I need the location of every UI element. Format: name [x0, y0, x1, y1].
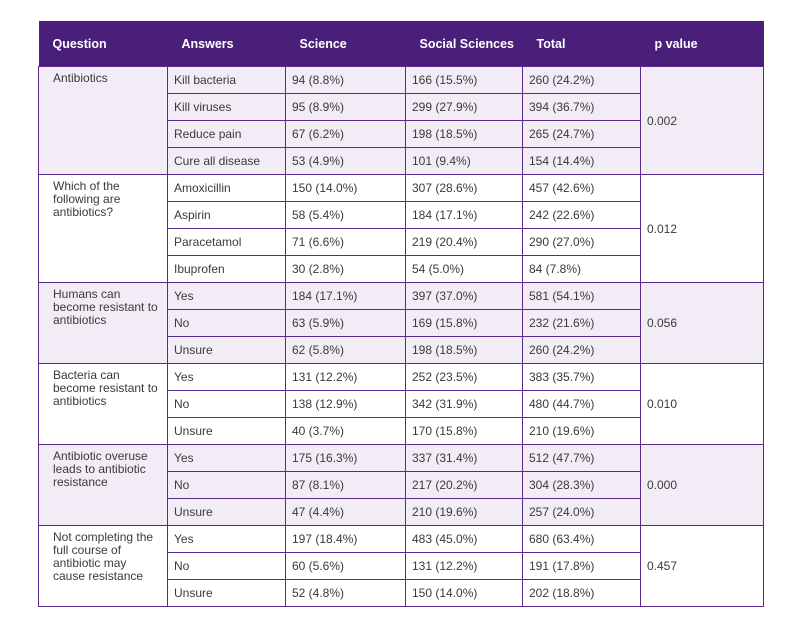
total-cell: 265 (24.7%) [523, 121, 641, 148]
science-cell: 131 (12.2%) [286, 364, 406, 391]
social-sciences-cell: 150 (14.0%) [406, 580, 523, 607]
answer-cell: Cure all disease [168, 148, 286, 175]
social-sciences-cell: 342 (31.9%) [406, 391, 523, 418]
social-sciences-cell: 252 (23.5%) [406, 364, 523, 391]
p-value-cell: 0.002 [641, 67, 764, 175]
science-cell: 52 (4.8%) [286, 580, 406, 607]
social-sciences-cell: 210 (19.6%) [406, 499, 523, 526]
p-value-cell: 0.457 [641, 526, 764, 607]
answer-cell: Paracetamol [168, 229, 286, 256]
answer-cell: Kill bacteria [168, 67, 286, 94]
answer-cell: Kill viruses [168, 94, 286, 121]
answer-cell: No [168, 553, 286, 580]
question-cell: Which of the following are antibiotics? [39, 175, 168, 283]
social-sciences-cell: 166 (15.5%) [406, 67, 523, 94]
p-value-cell: 0.056 [641, 283, 764, 364]
science-cell: 94 (8.8%) [286, 67, 406, 94]
answer-cell: Yes [168, 364, 286, 391]
answer-cell: Yes [168, 526, 286, 553]
total-cell: 512 (47.7%) [523, 445, 641, 472]
science-cell: 87 (8.1%) [286, 472, 406, 499]
p-value-cell: 0.010 [641, 364, 764, 445]
header-total: Total [523, 21, 641, 67]
social-sciences-cell: 299 (27.9%) [406, 94, 523, 121]
science-cell: 53 (4.9%) [286, 148, 406, 175]
total-cell: 581 (54.1%) [523, 283, 641, 310]
header-question: Question [39, 21, 168, 67]
table-row [39, 445, 764, 472]
table-row [39, 283, 764, 310]
total-cell: 242 (22.6%) [523, 202, 641, 229]
social-sciences-cell: 397 (37.0%) [406, 283, 523, 310]
answer-cell: No [168, 391, 286, 418]
header-social-sciences: Social Sciences [406, 21, 523, 67]
table-row [39, 67, 764, 94]
science-cell: 63 (5.9%) [286, 310, 406, 337]
header-science: Science [286, 21, 406, 67]
total-cell: 154 (14.4%) [523, 148, 641, 175]
science-cell: 67 (6.2%) [286, 121, 406, 148]
science-cell: 95 (8.9%) [286, 94, 406, 121]
social-sciences-cell: 217 (20.2%) [406, 472, 523, 499]
total-cell: 257 (24.0%) [523, 499, 641, 526]
survey-results-table [38, 21, 764, 607]
total-cell: 191 (17.8%) [523, 553, 641, 580]
question-cell: Antibiotics [39, 67, 168, 175]
science-cell: 150 (14.0%) [286, 175, 406, 202]
science-cell: 40 (3.7%) [286, 418, 406, 445]
science-cell: 30 (2.8%) [286, 256, 406, 283]
table-row [39, 364, 764, 391]
total-cell: 680 (63.4%) [523, 526, 641, 553]
answer-cell: Unsure [168, 337, 286, 364]
total-cell: 210 (19.6%) [523, 418, 641, 445]
question-cell: Humans can become resistant to antibiotics [39, 283, 168, 364]
social-sciences-cell: 198 (18.5%) [406, 337, 523, 364]
table-body [39, 67, 764, 607]
table-row [39, 175, 764, 202]
total-cell: 383 (35.7%) [523, 364, 641, 391]
answer-cell: Amoxicillin [168, 175, 286, 202]
total-cell: 202 (18.8%) [523, 580, 641, 607]
answer-cell: Yes [168, 283, 286, 310]
header-answers: Answers [168, 21, 286, 67]
total-cell: 480 (44.7%) [523, 391, 641, 418]
social-sciences-cell: 198 (18.5%) [406, 121, 523, 148]
total-cell: 84 (7.8%) [523, 256, 641, 283]
table-row [39, 526, 764, 553]
answer-cell: Reduce pain [168, 121, 286, 148]
header-row [39, 21, 764, 67]
question-cell: Bacteria can become resistant to antibiotics [39, 364, 168, 445]
answer-cell: Unsure [168, 418, 286, 445]
total-cell: 290 (27.0%) [523, 229, 641, 256]
social-sciences-cell: 170 (15.8%) [406, 418, 523, 445]
social-sciences-cell: 101 (9.4%) [406, 148, 523, 175]
answer-cell: Unsure [168, 580, 286, 607]
question-cell: Not completing the full course of antibiotic may cause resistance [39, 526, 168, 607]
science-cell: 60 (5.6%) [286, 553, 406, 580]
social-sciences-cell: 219 (20.4%) [406, 229, 523, 256]
answer-cell: No [168, 310, 286, 337]
social-sciences-cell: 131 (12.2%) [406, 553, 523, 580]
total-cell: 457 (42.6%) [523, 175, 641, 202]
science-cell: 71 (6.6%) [286, 229, 406, 256]
science-cell: 184 (17.1%) [286, 283, 406, 310]
total-cell: 304 (28.3%) [523, 472, 641, 499]
answer-cell: No [168, 472, 286, 499]
p-value-cell: 0.000 [641, 445, 764, 526]
social-sciences-cell: 54 (5.0%) [406, 256, 523, 283]
total-cell: 260 (24.2%) [523, 337, 641, 364]
science-cell: 138 (12.9%) [286, 391, 406, 418]
question-cell: Antibiotic overuse leads to antibiotic resistance [39, 445, 168, 526]
science-cell: 175 (16.3%) [286, 445, 406, 472]
social-sciences-cell: 337 (31.4%) [406, 445, 523, 472]
header-p-value: p value [641, 21, 764, 67]
science-cell: 62 (5.8%) [286, 337, 406, 364]
answer-cell: Yes [168, 445, 286, 472]
total-cell: 394 (36.7%) [523, 94, 641, 121]
science-cell: 197 (18.4%) [286, 526, 406, 553]
science-cell: 58 (5.4%) [286, 202, 406, 229]
answer-cell: Aspirin [168, 202, 286, 229]
social-sciences-cell: 483 (45.0%) [406, 526, 523, 553]
answer-cell: Unsure [168, 499, 286, 526]
social-sciences-cell: 184 (17.1%) [406, 202, 523, 229]
p-value-cell: 0.012 [641, 175, 764, 283]
science-cell: 47 (4.4%) [286, 499, 406, 526]
social-sciences-cell: 307 (28.6%) [406, 175, 523, 202]
total-cell: 232 (21.6%) [523, 310, 641, 337]
total-cell: 260 (24.2%) [523, 67, 641, 94]
social-sciences-cell: 169 (15.8%) [406, 310, 523, 337]
answer-cell: Ibuprofen [168, 256, 286, 283]
